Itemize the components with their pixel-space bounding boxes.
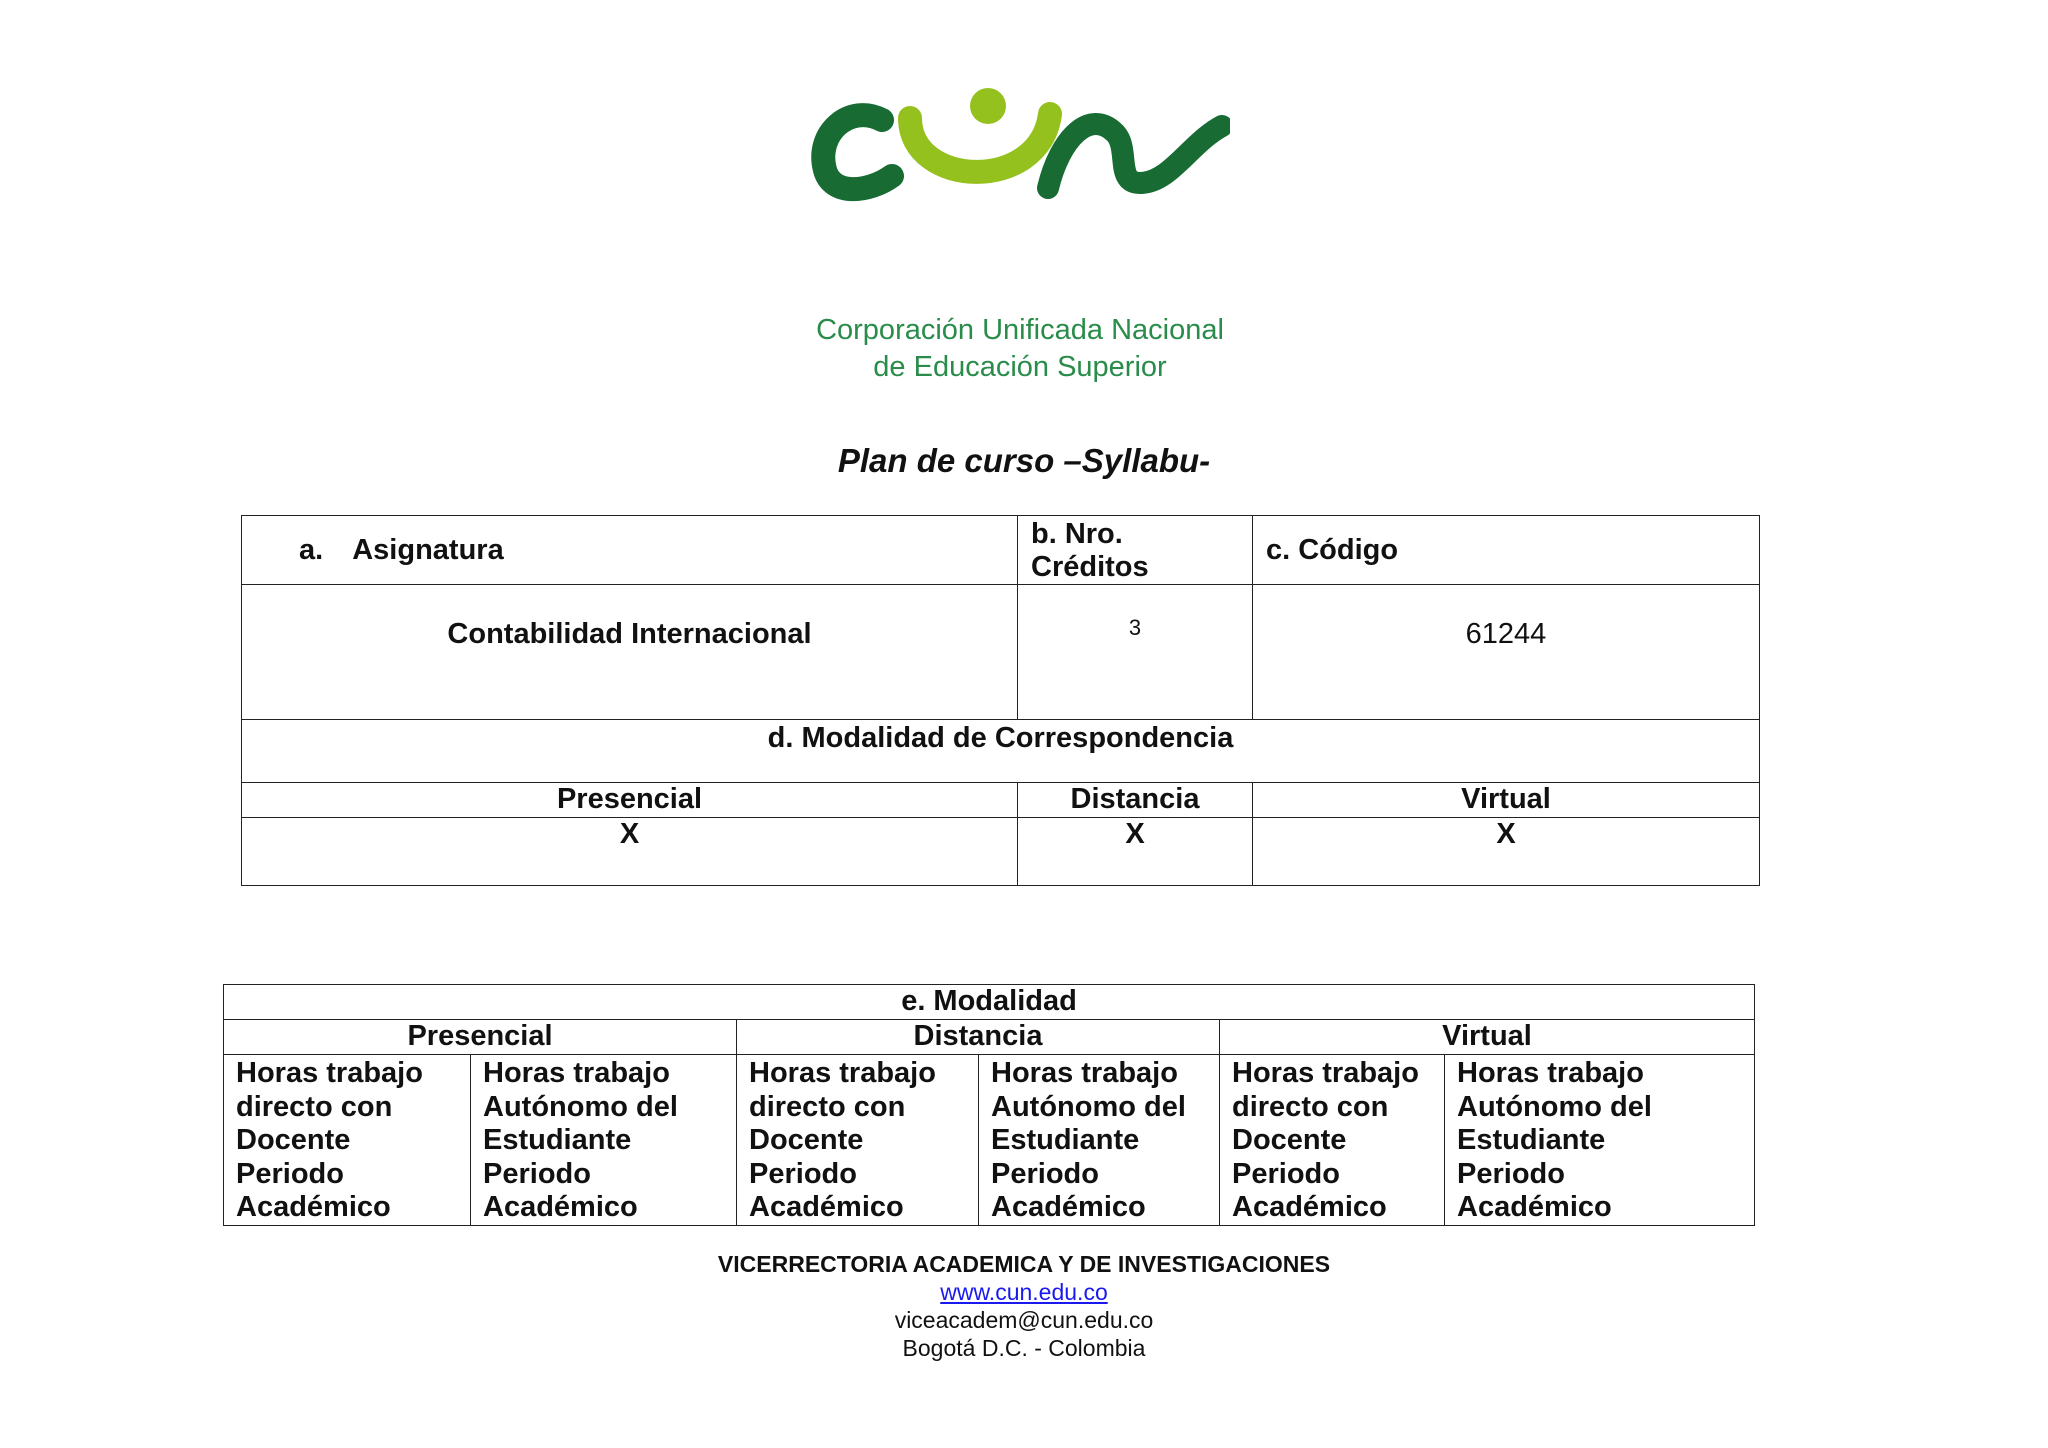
footer-office: VICERRECTORIA ACADEMICA Y DE INVESTIGACIONES: [717, 1251, 1331, 1277]
virtual-horas-docente: Horas trabajo directo con Docente Periodo Académico: [1220, 1055, 1445, 1226]
presencial-horas-autonomo: Horas trabajo Autónomo del Estudiante Periodo Académico: [471, 1055, 737, 1226]
asignatura-header: [242, 516, 1018, 585]
modalidad-correspondencia-title: d. Modalidad de Correspondencia: [242, 720, 1760, 783]
group-virtual: Virtual: [1220, 1020, 1755, 1055]
mode-label-distancia: Distancia: [1018, 783, 1253, 818]
course-values-row: [242, 585, 1760, 720]
modalidad-title-row: [242, 720, 1760, 783]
mode-label-presencial: Presencial: [242, 783, 1018, 818]
footer-location: Bogotá D.C. - Colombia: [902, 1335, 1146, 1361]
asignatura-label: Asignatura: [352, 533, 504, 566]
codigo-value: 61244: [1253, 585, 1760, 720]
logo-text-line-2: de Educación Superior: [873, 351, 1167, 383]
group-presencial: Presencial: [224, 1020, 737, 1055]
codigo-header: c. Código: [1253, 516, 1760, 585]
modalidad-groups-row: [224, 1020, 1755, 1055]
cun-logo: [810, 78, 1230, 383]
footer-website-link[interactable]: www.cun.edu.co: [940, 1279, 1108, 1305]
modes-header-row: [242, 783, 1760, 818]
modalidad-table: [223, 984, 1755, 1226]
asignatura-value: Contabilidad Internacional: [242, 585, 1018, 720]
modalidad-title: e. Modalidad: [224, 985, 1755, 1020]
course-header-row: [242, 516, 1760, 585]
logo-text-line-1: Corporación Unificada Nacional: [816, 314, 1224, 346]
modes-mark-row: [242, 818, 1760, 886]
mode-mark-presencial: X: [242, 818, 1018, 886]
mode-label-virtual: Virtual: [1253, 783, 1760, 818]
asignatura-letter: a.: [299, 533, 324, 566]
page-title: Plan de curso –Syllabu-: [837, 442, 1211, 479]
mode-mark-distancia: X: [1018, 818, 1253, 886]
distancia-horas-autonomo: Horas trabajo Autónomo del Estudiante Periodo Académico: [979, 1055, 1220, 1226]
mode-mark-virtual: X: [1253, 818, 1760, 886]
creditos-value: 3: [1018, 585, 1253, 720]
virtual-horas-autonomo: Horas trabajo Autónomo del Estudiante Periodo Académico: [1445, 1055, 1755, 1226]
course-info-table: [241, 515, 1760, 886]
presencial-horas-docente: Horas trabajo directo con Docente Periodo Académico: [224, 1055, 471, 1226]
distancia-horas-docente: Horas trabajo directo con Docente Periodo Académico: [737, 1055, 979, 1226]
hours-row: [224, 1055, 1755, 1226]
modalidad-title-row: [224, 985, 1755, 1020]
group-distancia: Distancia: [737, 1020, 1220, 1055]
footer-email: viceacadem@cun.edu.co: [894, 1307, 1154, 1333]
creditos-header: b. Nro. Créditos: [1018, 516, 1253, 585]
cun-logo-mark: [810, 78, 1230, 208]
